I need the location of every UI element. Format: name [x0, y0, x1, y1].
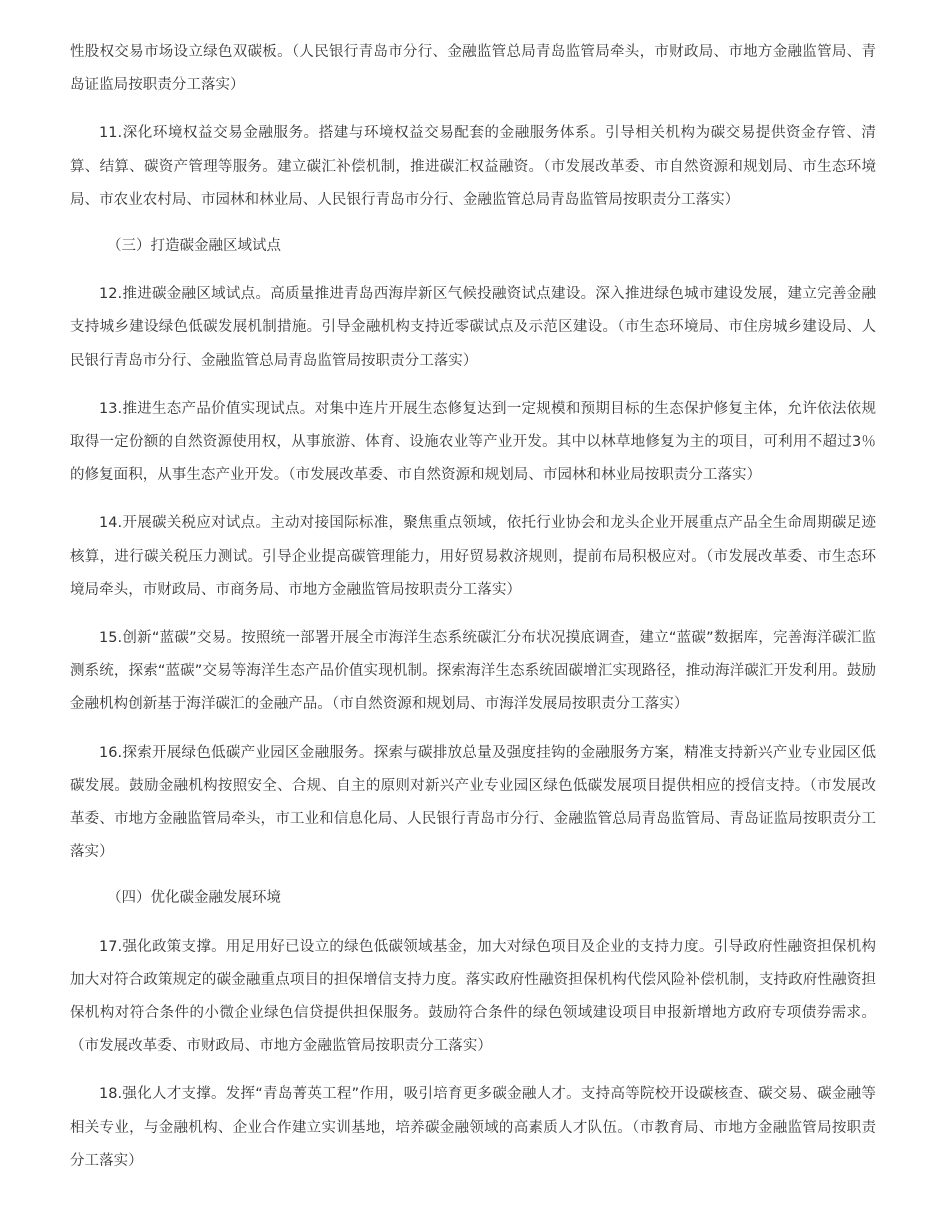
paragraph-18: 18.强化人才支撑。发挥“青岛菁英工程”作用，吸引培育更多碳金融人才。支持高等院校开设碳核查、碳交易、碳金融等相关专业，与金融机构、企业合作建立实训基地，培养碳金融领域的高素质人才队伍。（市教育局、市地方金融监管局按职责分工落实）	[70, 1086, 876, 1169]
paragraph-continued: 性股权交易市场设立绿色双碳板。（人民银行青岛市分行、金融监管总局青岛监管局牵头，市财政局、市地方金融监管局、青岛证监局按职责分工落实）	[70, 44, 876, 94]
paragraph-16: 16.探索开展绿色低碳产业园区金融服务。探索与碳排放总量及强度挂钩的金融服务方案，精准支持新兴产业专业园区低碳发展。鼓励金融机构按照安全、合规、自主的原则对新兴产业专业园区绿色低碳发展项目提供相应的授信支持。（市发展改革委、市地方金融监管局牵头，市工业和信息化局、人民银行青岛市分行、金融监管总局青岛监管局、青岛证监局按职责分工落实）	[70, 744, 876, 861]
document-body	[70, 36, 876, 1178]
paragraph-11: 11.深化环境权益交易金融服务。搭建与环境权益交易配套的金融服务体系。引导相关机构为碳交易提供资金存管、清算、结算、碳资产管理等服务。建立碳汇补偿机制，推进碳汇权益融资。（市发展改革委、市自然资源和规划局、市生态环境局、市农业农村局、市园林和林业局、人民银行青岛市分行、金融监管总局青岛监管局按职责分工落实）	[70, 125, 876, 208]
paragraph-13: 13.推进生态产品价值实现试点。对集中连片开展生态修复达到一定规模和预期目标的生态保护修复主体，允许依法依规取得一定份额的自然资源使用权，从事旅游、体育、设施农业等产业开发。其中以林草地修复为主的项目，可利用不超过3％的修复面积，从事生态产业开发。（市发展改革委、市自然资源和规划局、市园林和林业局按职责分工落实）	[70, 400, 876, 484]
paragraph-15: 15.创新“蓝碳”交易。按照统一部署开展全市海洋生态系统碳汇分布状况摸底调查，建立“蓝碳”数据库，完善海洋碳汇监测系统，探索“蓝碳”交易等海洋生态产品价值实现机制。探索海洋生态系统固碳增汇实现路径，推动海洋碳汇开发利用。鼓励金融机构创新基于海洋碳汇的金融产品。（市自然资源和规划局、市海洋发展局按职责分工落实）	[70, 630, 876, 713]
paragraph-14: 14.开展碳关税应对试点。主动对接国际标准，聚焦重点领域，依托行业协会和龙头企业开展重点产品全生命周期碳足迹核算，进行碳关税压力测试。引导企业提高碳管理能力，用好贸易救济规则，提前布局积极应对。（市发展改革委、市生态环境局牵头，市财政局、市商务局、市地方金融监管局按职责分工落实）	[70, 515, 876, 598]
section-heading-4: （四）优化碳金融发展环境	[107, 890, 281, 907]
section-heading-3: （三）打造碳金融区域试点	[107, 238, 281, 255]
paragraph-17: 17.强化政策支撑。用足用好已设立的绿色低碳领域基金，加大对绿色项目及企业的支持力度。引导政府性融资担保机构加大对符合政策规定的碳金融重点项目的担保增信支持力度。落实政府性融资担保机构代偿风险补偿机制，支持政府性融资担保机构对符合条件的小微企业绿色信贷提供担保服务。鼓励符合条件的绿色领域建设项目申报新增地方政府专项债券需求。（市发展改革委、市财政局、市地方金融监管局按职责分工落实）	[70, 938, 876, 1055]
paragraph-12: 12.推进碳金融区域试点。高质量推进青岛西海岸新区气候投融资试点建设。深入推进绿色城市建设发展，建立完善金融支持城乡建设绿色低碳发展机制措施。引导金融机构支持近零碳试点及示范区建设。（市生态环境局、市住房城乡建设局、人民银行青岛市分行、金融监管总局青岛监管局按职责分工落实）	[70, 286, 876, 369]
